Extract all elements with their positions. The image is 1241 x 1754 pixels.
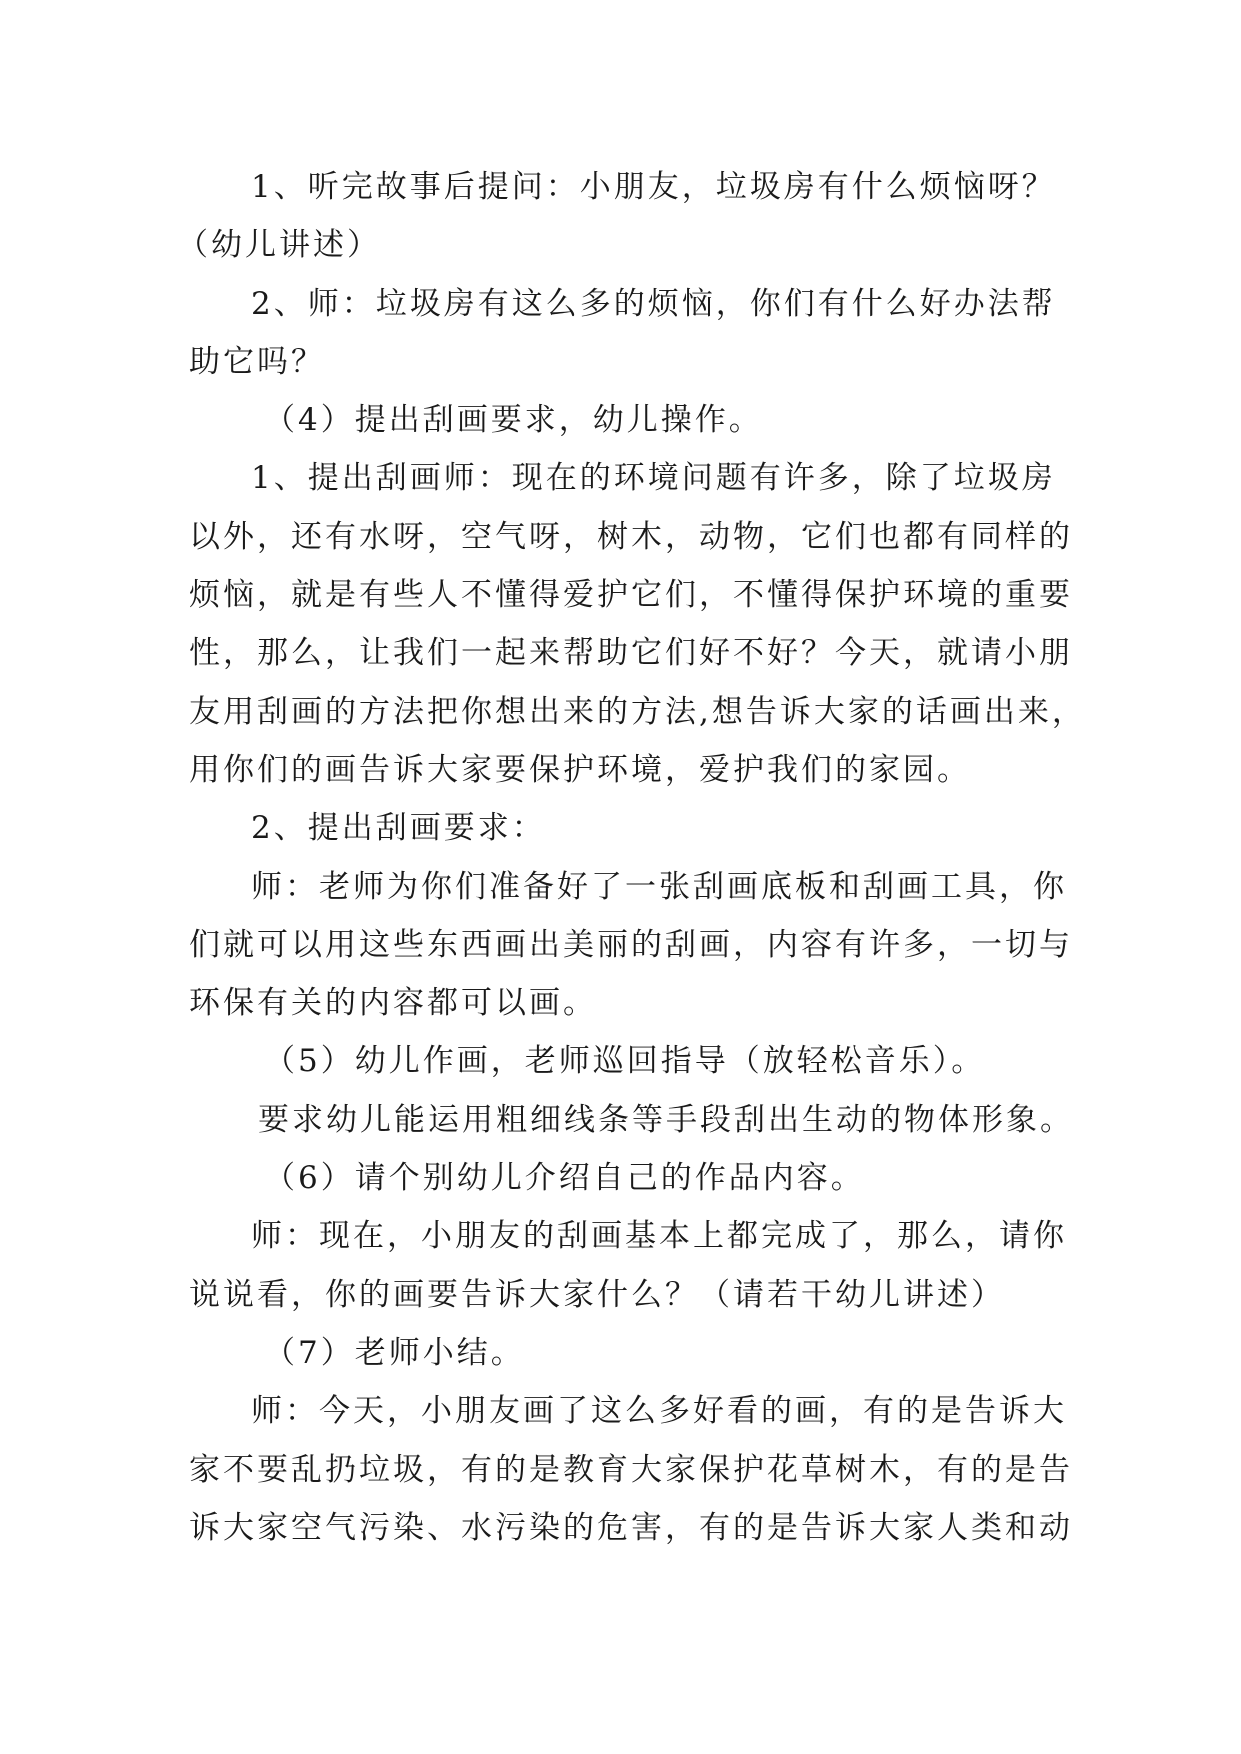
text-line: 助它吗？ [189, 343, 325, 380]
text-line: 师：现在，小朋友的刮画基本上都完成了，那么，请你 [251, 1218, 1067, 1255]
text-line: 1、听完故事后提问：小朋友，垃圾房有什么烦恼呀？ [251, 169, 1056, 205]
section-heading: （7）老师小结。 [264, 1334, 525, 1371]
text-line: 师：老师为你们准备好了一张刮画底板和刮画工具，你 [251, 868, 1067, 905]
text-line: 们就可以用这些东西画出美丽的刮画，内容有许多，一切与 [189, 926, 1073, 963]
text-line: 说说看，你的画要告诉大家什么？（请若干幼儿讲述） [189, 1276, 1005, 1313]
text-line: 师：今天，小朋友画了这么多好看的画，有的是告诉大 [251, 1393, 1067, 1430]
text-line: 要求幼儿能运用粗细线条等手段刮出生动的物体形象。 [258, 1101, 1074, 1138]
text-line: 烦恼，就是有些人不懂得爱护它们，不懂得保护环境的重要 [189, 577, 1073, 614]
section-heading: （6）请个别幼儿介绍自己的作品内容。 [264, 1160, 865, 1197]
text-line: 1、提出刮画师：现在的环境问题有许多，除了垃圾房 [251, 460, 1056, 497]
text-line: 2、师：垃圾房有这么多的烦恼，你们有什么好办法帮 [251, 285, 1056, 322]
text-line: （幼儿讲述） [177, 227, 381, 264]
text-line: 友用刮画的方法把你想出来的方法,想告诉大家的话画出来， [189, 693, 1086, 730]
text-line: 性，那么，让我们一起来帮助它们好不好？今天，就请小朋 [189, 635, 1073, 672]
text-line: 2、提出刮画要求： [251, 810, 546, 847]
section-heading: （5）幼儿作画，老师巡回指导（放轻松音乐）。 [264, 1043, 986, 1080]
text-line: 家不要乱扔垃圾，有的是教育大家保护花草树木，有的是告 [189, 1451, 1073, 1488]
section-heading: （4）提出刮画要求，幼儿操作。 [264, 402, 763, 439]
text-line: 以外，还有水呀，空气呀，树木，动物，它们也都有同样的 [189, 518, 1073, 555]
text-line: 用你们的画告诉大家要保护环境，爱护我们的家园。 [189, 751, 971, 788]
text-line: 环保有关的内容都可以画。 [189, 985, 597, 1022]
document-body [177, 158, 1086, 1557]
text-line: 诉大家空气污染、水污染的危害，有的是告诉大家人类和动 [189, 1509, 1073, 1546]
